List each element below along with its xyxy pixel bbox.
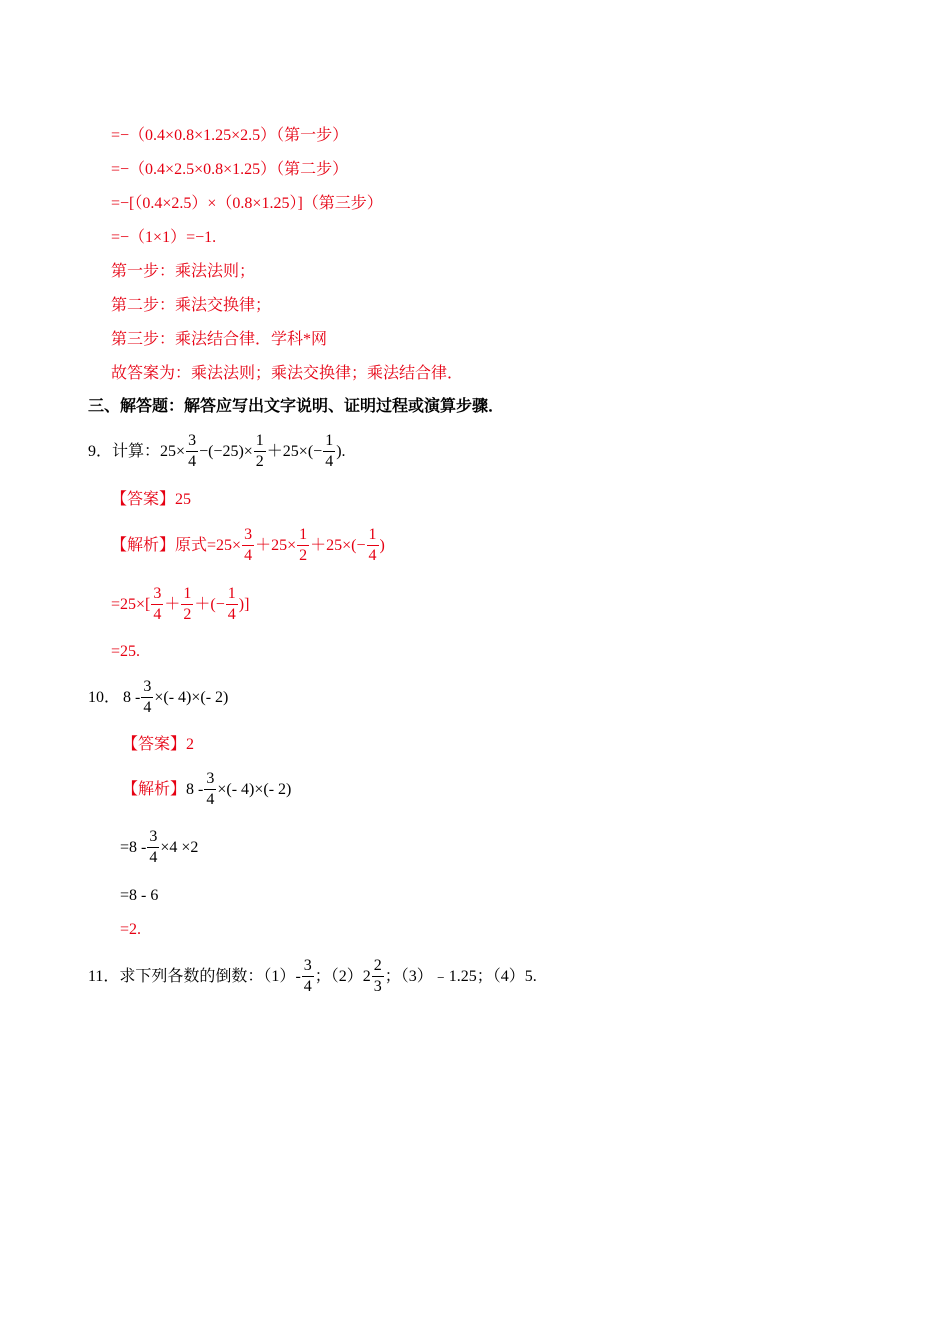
fraction: $\frac{3}{4}$ [206, 770, 215, 808]
solution-step-1: =−（0.4×0.8×1.25×2.5）（第一步） [111, 127, 349, 144]
question-number: 9． [88, 442, 113, 460]
analysis-10-line-2 [120, 828, 198, 867]
fraction: $\frac{1}{2}$ [183, 585, 192, 623]
answer-tag: 【答案】 [111, 491, 176, 508]
fraction: $\frac{1}{2}$ [299, 526, 308, 564]
expr-part: ) [379, 536, 385, 554]
fraction: $\frac{3}{4}$ [153, 585, 162, 623]
answer-value: 2 [186, 736, 195, 753]
analysis-tag: 【解析】 [122, 780, 187, 798]
expr-part: )] [238, 595, 250, 613]
question-text: 求下列各数的倒数：（1） [119, 967, 296, 985]
analysis-10-line-3: =8 - 6 [120, 887, 159, 904]
solution-note-2: 第二步：乘法交换律； [111, 297, 272, 314]
fraction: $\frac{1}{4}$ [325, 432, 334, 470]
solution-note-3: 第三步：乘法结合律．学科*网 [111, 331, 328, 348]
expr-part: ＋(− [194, 595, 225, 613]
question-prefix: 计算： [112, 442, 161, 460]
analysis-10-line-1 [122, 770, 291, 809]
expr-part: ×(- 4)×(- 2) [217, 780, 292, 798]
fraction: $\frac{2}{3}$ [373, 957, 382, 995]
expr-part: ＋25×(− [310, 536, 366, 554]
expr-part: 8 - [186, 780, 204, 798]
expr-part: ；（3）﹣1.25；（4）5. [384, 967, 537, 985]
expr-part: ). [336, 442, 346, 460]
question-10 [88, 678, 228, 717]
analysis-9-line-1 [111, 526, 385, 565]
expr-part: 25× [160, 442, 186, 460]
expr-part: ＋ [164, 595, 181, 613]
expr-part: −(−25)× [199, 442, 253, 460]
answer-9 [111, 489, 191, 511]
fraction: $\frac{3}{4}$ [244, 526, 253, 564]
fraction: $\frac{1}{2}$ [255, 432, 264, 470]
expr-part: =25×[ [111, 595, 151, 613]
analysis-9-line-2 [111, 585, 249, 624]
question-number: 10． [88, 688, 121, 706]
expr-part: ＋25×(− [266, 442, 323, 460]
expr-part: 原式=25× [175, 536, 242, 554]
solution-step-2: =−（0.4×2.5×0.8×1.25）（第二步） [111, 161, 349, 178]
solution-conclusion: 故答案为：乘法法则；乘法交换律；乘法结合律． [111, 365, 464, 382]
answer-tag: 【答案】 [122, 736, 187, 753]
fraction: $\frac{3}{4}$ [149, 828, 158, 866]
fraction: $\frac{1}{4}$ [227, 585, 236, 623]
analysis-9-line-3: =25. [111, 643, 141, 660]
analysis-tag: 【解析】 [111, 536, 176, 554]
expr-part: ；（2） [314, 967, 363, 985]
solution-step-3: =−[（0.4×2.5）×（0.8×1.25）]（第三步） [111, 195, 383, 212]
question-9 [88, 432, 346, 471]
answer-10 [122, 734, 194, 756]
solution-note-1: 第一步：乘法法则； [111, 263, 256, 280]
fraction: $\frac{1}{4}$ [368, 526, 377, 564]
analysis-10-line-4: =2. [120, 921, 142, 938]
question-number: 11． [88, 967, 120, 985]
question-11 [88, 957, 537, 996]
fraction: $\frac{3}{4}$ [303, 957, 312, 995]
expr-part: =8 - [120, 838, 147, 856]
expr-part: 8 - [123, 688, 141, 706]
expr-part: - [295, 967, 301, 985]
solution-step-4: =−（1×1）=−1. [111, 229, 217, 246]
section-heading: 三、解答题：解答应写出文字说明、证明过程或演算步骤． [88, 398, 505, 415]
expr-part: ×4 ×2 [160, 838, 199, 856]
fraction: $\frac{3}{4}$ [143, 678, 152, 716]
expr-part: ×(- 4)×(- 2) [154, 688, 229, 706]
expr-part: ＋25× [255, 536, 297, 554]
mixed-number-whole: 2 [362, 967, 371, 985]
answer-value: 25 [175, 491, 192, 508]
fraction: $\frac{3}{4}$ [188, 432, 197, 470]
